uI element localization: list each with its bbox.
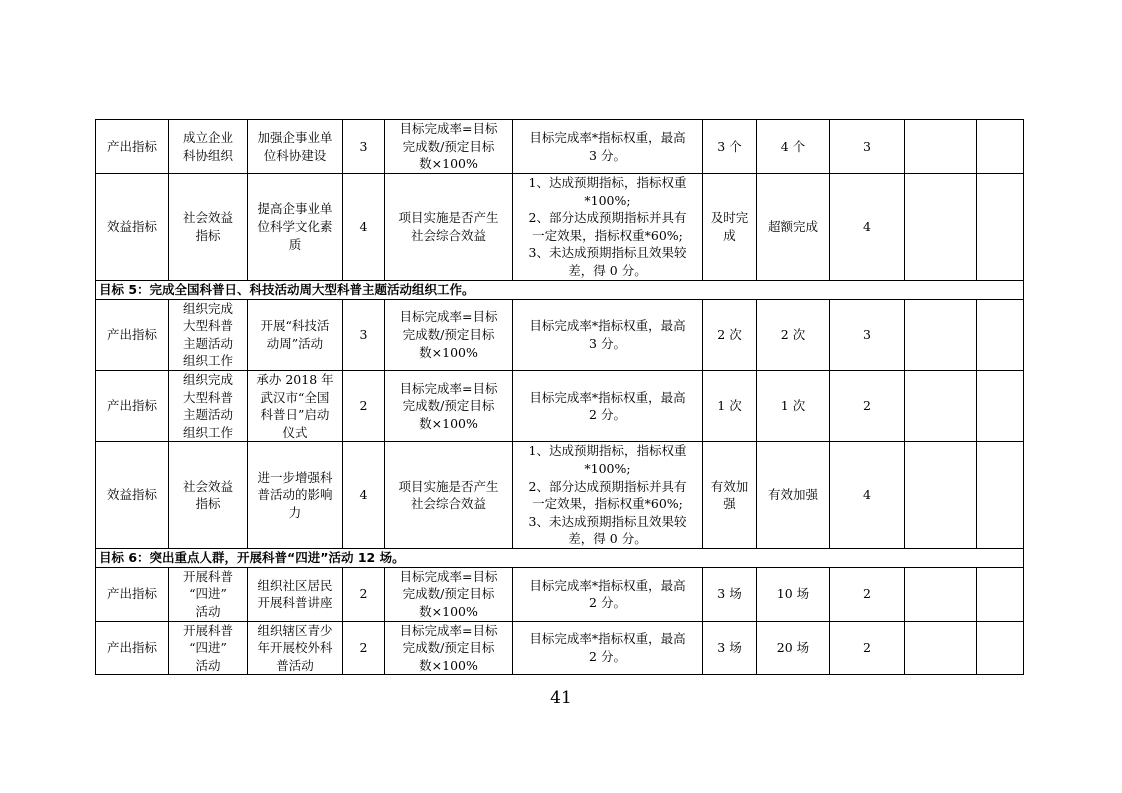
weight-cell: 3: [343, 120, 385, 174]
score-cell: 4: [830, 442, 905, 549]
remark-cell: [977, 621, 1024, 675]
formula-cell: 目标完成率=目标 完成数/预定目标 数×100%: [385, 621, 513, 675]
actual-value-cell: 4 个: [757, 120, 830, 174]
table-row: [96, 567, 1024, 621]
indicator-level1-cell: 产出指标: [96, 621, 169, 675]
score-cell: 2: [830, 370, 905, 441]
table-row: [96, 120, 1024, 174]
table-row: [96, 174, 1024, 281]
indicator-level3-cell: 开展“科技活 动周”活动: [248, 299, 343, 370]
actual-value-cell: 2 次: [757, 299, 830, 370]
scoring-standard-cell: 目标完成率*指标权重，最高 2 分。: [513, 567, 703, 621]
indicator-level3-cell: 进一步增强科 普活动的影响 力: [248, 442, 343, 549]
indicator-level1-cell: 产出指标: [96, 370, 169, 441]
weight-cell: 2: [343, 370, 385, 441]
performance-indicator-table: [95, 119, 1024, 675]
remark-cell: [977, 370, 1024, 441]
score-cell: 2: [830, 567, 905, 621]
remark-cell: [977, 174, 1024, 281]
indicator-level3-cell: 组织社区居民 开展科普讲座: [248, 567, 343, 621]
table-row: [96, 299, 1024, 370]
indicator-level2-cell: 社会效益 指标: [169, 442, 248, 549]
goal-title: 目标 6：突出重点人群，开展科普“四进”活动 12 场。: [96, 548, 1024, 567]
table-body: [96, 120, 1024, 675]
goal-header-row: [96, 548, 1024, 567]
formula-cell: 项目实施是否产生 社会综合效益: [385, 442, 513, 549]
deviation-reason-cell: [905, 299, 977, 370]
indicator-level2-cell: 开展科普 “四进” 活动: [169, 567, 248, 621]
target-value-cell: 1 次: [703, 370, 757, 441]
deviation-reason-cell: [905, 174, 977, 281]
indicator-level1-cell: 产出指标: [96, 299, 169, 370]
page-number: 41: [550, 688, 572, 708]
formula-cell: 目标完成率=目标 完成数/预定目标 数×100%: [385, 370, 513, 441]
goal-title: 目标 5：完成全国科普日、科技活动周大型科普主题活动组织工作。: [96, 280, 1024, 299]
weight-cell: 4: [343, 174, 385, 281]
scoring-standard-cell: 1、达成预期指标，指标权重 *100%; 2、部分达成预期指标并具有 一定效果，指标权重*60%; 3、未达成预期指标且效果较 差，得 0 分。: [513, 174, 703, 281]
weight-cell: 3: [343, 299, 385, 370]
target-value-cell: 有效加 强: [703, 442, 757, 549]
scoring-standard-cell: 目标完成率*指标权重，最高 3 分。: [513, 299, 703, 370]
deviation-reason-cell: [905, 567, 977, 621]
formula-cell: 项目实施是否产生 社会综合效益: [385, 174, 513, 281]
actual-value-cell: 1 次: [757, 370, 830, 441]
remark-cell: [977, 567, 1024, 621]
deviation-reason-cell: [905, 621, 977, 675]
table-row: [96, 442, 1024, 549]
target-value-cell: 3 场: [703, 621, 757, 675]
scoring-standard-cell: 1、达成预期指标，指标权重 *100%; 2、部分达成预期指标并具有 一定效果，指标权重*60%; 3、未达成预期指标且效果较 差，得 0 分。: [513, 442, 703, 549]
weight-cell: 2: [343, 621, 385, 675]
table-row: [96, 621, 1024, 675]
goal-header-row: [96, 280, 1024, 299]
scoring-standard-cell: 目标完成率*指标权重，最高 3 分。: [513, 120, 703, 174]
deviation-reason-cell: [905, 120, 977, 174]
indicator-level3-cell: 组织辖区青少 年开展校外科 普活动: [248, 621, 343, 675]
score-cell: 2: [830, 621, 905, 675]
indicator-level1-cell: 效益指标: [96, 442, 169, 549]
indicator-level2-cell: 社会效益 指标: [169, 174, 248, 281]
indicator-level3-cell: 承办 2018 年 武汉市“全国 科普日”启动 仪式: [248, 370, 343, 441]
formula-cell: 目标完成率=目标 完成数/预定目标 数×100%: [385, 567, 513, 621]
indicator-level3-cell: 提高企事业单 位科学文化素 质: [248, 174, 343, 281]
indicator-level3-cell: 加强企事业单 位科协建设: [248, 120, 343, 174]
indicator-level1-cell: 产出指标: [96, 120, 169, 174]
deviation-reason-cell: [905, 370, 977, 441]
weight-cell: 2: [343, 567, 385, 621]
indicator-level2-cell: 组织完成 大型科普 主题活动 组织工作: [169, 299, 248, 370]
table-row: [96, 370, 1024, 441]
target-value-cell: 2 次: [703, 299, 757, 370]
indicator-level1-cell: 产出指标: [96, 567, 169, 621]
indicator-level2-cell: 组织完成 大型科普 主题活动 组织工作: [169, 370, 248, 441]
scoring-standard-cell: 目标完成率*指标权重，最高 2 分。: [513, 370, 703, 441]
remark-cell: [977, 120, 1024, 174]
actual-value-cell: 10 场: [757, 567, 830, 621]
formula-cell: 目标完成率=目标 完成数/预定目标 数×100%: [385, 120, 513, 174]
score-cell: 3: [830, 120, 905, 174]
actual-value-cell: 超额完成: [757, 174, 830, 281]
score-cell: 3: [830, 299, 905, 370]
formula-cell: 目标完成率=目标 完成数/预定目标 数×100%: [385, 299, 513, 370]
target-value-cell: 3 场: [703, 567, 757, 621]
indicator-level2-cell: 成立企业 科协组织: [169, 120, 248, 174]
indicator-level1-cell: 效益指标: [96, 174, 169, 281]
actual-value-cell: 20 场: [757, 621, 830, 675]
target-value-cell: 3 个: [703, 120, 757, 174]
remark-cell: [977, 442, 1024, 549]
score-cell: 4: [830, 174, 905, 281]
indicator-level2-cell: 开展科普 “四进” 活动: [169, 621, 248, 675]
weight-cell: 4: [343, 442, 385, 549]
actual-value-cell: 有效加强: [757, 442, 830, 549]
deviation-reason-cell: [905, 442, 977, 549]
scoring-standard-cell: 目标完成率*指标权重，最高 2 分。: [513, 621, 703, 675]
target-value-cell: 及时完 成: [703, 174, 757, 281]
remark-cell: [977, 299, 1024, 370]
